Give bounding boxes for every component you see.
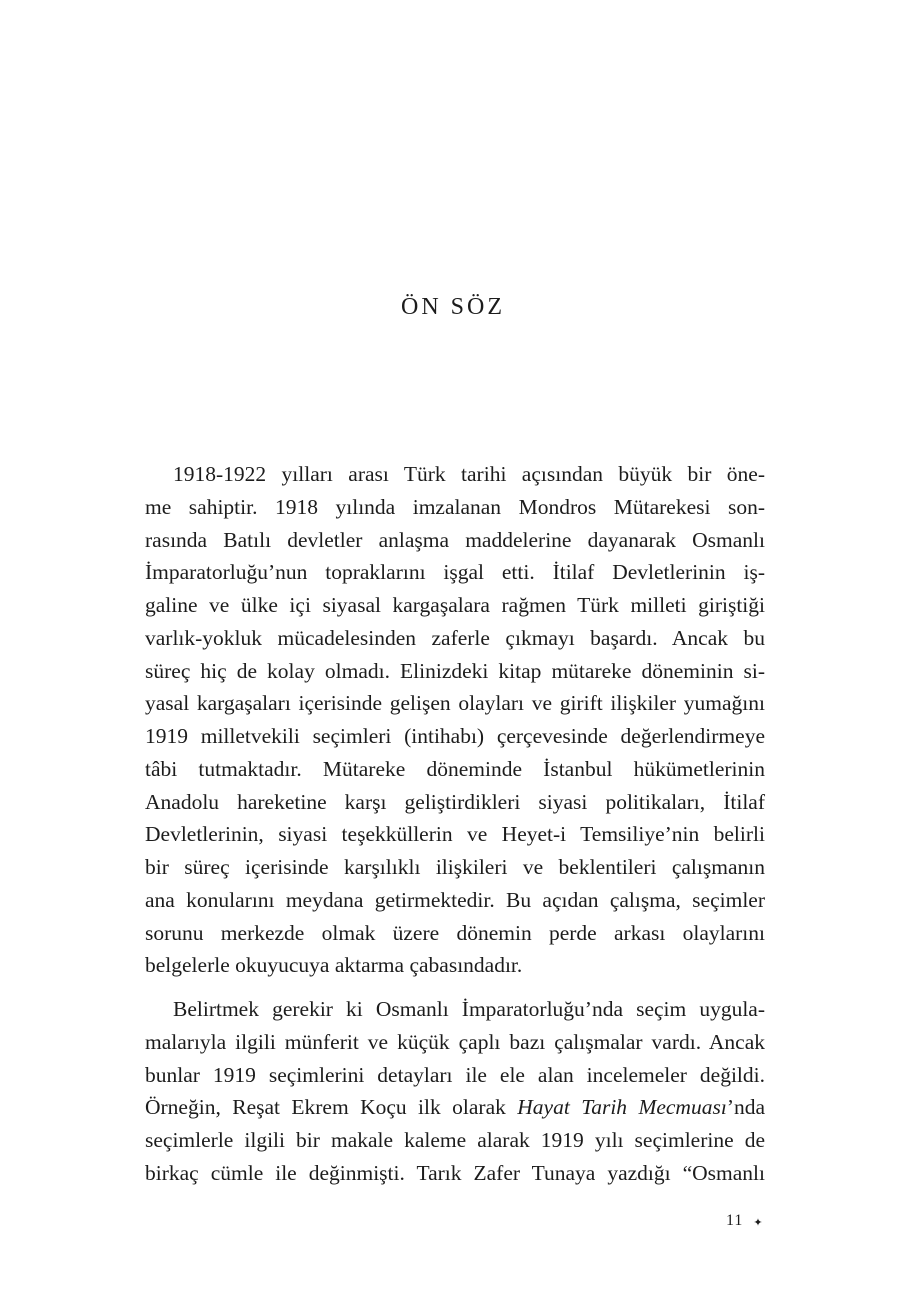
text-line: varlık-yokluk mücadelesinden zaferle çıkmayı başardı. Ancak bu (145, 625, 765, 650)
text-line: Belirtmek gerekir ki Osmanlı İmparatorluğu’nda seçim uygula- (173, 997, 765, 1021)
text-line: bir süreç içerisinde karşılıklı ilişkileri ve beklentileri çalışmanın (145, 855, 765, 879)
text-line: rasında Batılı devletler anlaşma maddelerine dayanarak Osmanlı (145, 527, 765, 552)
text-line: galine ve ülke içi siyasal kargaşalara rağmen Türk milleti giriştiği (145, 593, 765, 617)
text-line: birkaç cümle ile değinmişti. Tarık Zafer Tunaya yazdığı “Osmanlı (145, 1160, 765, 1185)
text-line: seçimlerle ilgili bir makale kaleme alarak 1919 yılı seçimlerine de (145, 1128, 765, 1152)
text-line: sorunu merkezde olmak üzere dönemin perde arkası olaylarını (145, 920, 765, 945)
text-line (145, 1091, 765, 1124)
text-line: 1918-1922 yılları arası Türk tarihi açısından büyük bir öne- (173, 462, 765, 486)
journal-title: Hayat Tarih Mecmuası (517, 1095, 727, 1120)
page-number: 11 (726, 1212, 744, 1229)
text-segment: Örneğin, Reşat Ekrem Koçu ilk olarak (145, 1095, 518, 1120)
paragraph-1 (145, 458, 765, 982)
text-line: 1919 milletvekili seçimleri (intihabı) çerçevesinde değerlendirmeye (145, 724, 765, 748)
text-line: Anadolu hareketine karşı geliştirdikleri siyasi politikaları, İtilaf (145, 789, 765, 814)
text-line: tâbi tutmaktadır. Mütareke döneminde İstanbul hükümetlerinin (145, 756, 765, 781)
text-line: belgelerle okuyucuya aktarma çabasındadır. (145, 953, 523, 978)
text-line: bunlar 1919 seçimlerini detayları ile ele alan incelemeler değildi. (145, 1062, 765, 1087)
text-line: İmparatorluğu’nun topraklarını işgal etti. İtilaf Devletlerinin iş- (145, 560, 765, 585)
page-footer (726, 1212, 764, 1230)
chapter-title: ÖN SÖZ (400, 294, 505, 320)
text-line: me sahiptir. 1918 yılında imzalanan Mondros Mütarekesi son- (145, 494, 765, 519)
text-line: yasal kargaşaları içerisinde gelişen olayları ve girift ilişkiler yumağını (145, 691, 765, 716)
text-line: malarıyla ilgili münferit ve küçük çaplı bazı çalışmalar vardı. Ancak (145, 1029, 765, 1054)
paragraph-2 (145, 993, 765, 1190)
body-text (145, 458, 765, 1190)
text-line: ana konularını meydana getirmektedir. Bu açıdan çalışma, seçimler (145, 887, 765, 912)
text-line: süreç hiç de kolay olmadı. Elinizdeki kitap mütareke döneminin si- (145, 658, 765, 683)
text-segment: ’nda (726, 1095, 766, 1120)
text-line: Devletlerinin, siyasi teşekküllerin ve Heyet-i Temsiliye’nin belirli (145, 822, 765, 847)
star-icon: ✦ (753, 1216, 764, 1229)
